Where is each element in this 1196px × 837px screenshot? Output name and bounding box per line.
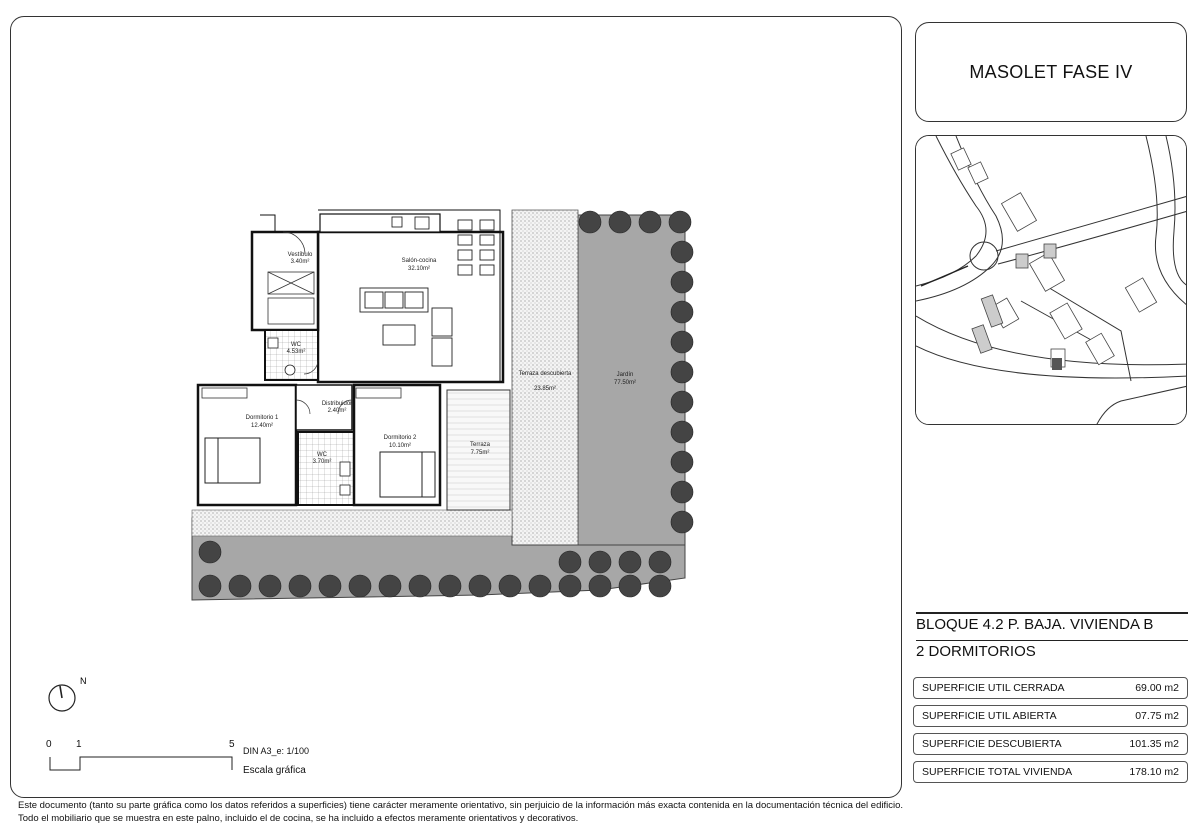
unit-bedrooms: 2 DORMITORIOS: [916, 640, 1188, 660]
room-area-wc2: 3.70m²: [312, 459, 332, 465]
tree-icon: [671, 511, 693, 533]
room-area-terraza: 7.75m²: [470, 450, 490, 456]
scale-label: Escala gráfica: [243, 765, 306, 776]
tree-icon: [671, 421, 693, 443]
surface-label: SUPERFICIE DESCUBIERTA: [922, 738, 1062, 750]
tree-icon: [229, 575, 251, 597]
scale-din: DIN A3_e: 1/100: [243, 746, 310, 756]
surface-value: 07.75 m2: [1135, 710, 1179, 722]
room-label-wc2: WC: [317, 452, 327, 458]
tree-icon: [619, 551, 641, 573]
unit-title: BLOQUE 4.2 P. BAJA. VIVIENDA B: [916, 612, 1188, 633]
surface-label: SUPERFICIE UTIL ABIERTA: [922, 710, 1057, 722]
tree-icon: [671, 271, 693, 293]
tree-icon: [409, 575, 431, 597]
tree-icon: [559, 575, 581, 597]
project-title-box: [915, 22, 1187, 122]
room-area-wc1: 4.53m²: [286, 349, 306, 355]
room-area-terraza-desc: 23.85m²: [533, 386, 557, 392]
north-label: N: [80, 676, 87, 686]
surface-value: 69.00 m2: [1135, 682, 1179, 694]
scale-tick-1: 1: [76, 739, 82, 750]
room-label-terraza: Terraza: [469, 442, 491, 448]
room-area-vestibulo: 3.40m²: [290, 259, 310, 265]
tree-icon: [499, 575, 521, 597]
location-marker: [1052, 358, 1062, 370]
tree-icon: [619, 575, 641, 597]
tree-icon: [669, 211, 691, 233]
tree-icon: [671, 241, 693, 263]
room-label-salon: Salón-cocina: [401, 258, 437, 264]
surface-label: SUPERFICIE UTIL CERRADA: [922, 682, 1065, 694]
room-area-distribuidor: 2.40m²: [327, 408, 347, 414]
tree-icon: [199, 541, 221, 563]
tree-icon: [289, 575, 311, 597]
surface-value: 101.35 m2: [1129, 738, 1179, 750]
bed-1: [205, 438, 260, 483]
room-label-dormitorio1: Dormitorio 1: [245, 415, 279, 421]
tree-icon: [559, 551, 581, 573]
tree-icon: [589, 551, 611, 573]
tree-icon: [649, 575, 671, 597]
tree-icon: [379, 575, 401, 597]
room-label-distribuidor: Distribuidor: [321, 401, 353, 407]
tree-icon: [671, 451, 693, 473]
tree-icon: [589, 575, 611, 597]
tree-icon: [671, 481, 693, 503]
tree-icon: [199, 575, 221, 597]
tree-icon: [349, 575, 371, 597]
bed-2: [380, 452, 435, 497]
uncovered-terrace-area: [512, 210, 578, 545]
room-label-dormitorio2: Dormitorio 2: [383, 435, 417, 441]
room-area-jardin: 77.50m²: [613, 380, 637, 386]
tree-icon: [671, 361, 693, 383]
tree-icon: [671, 391, 693, 413]
disclaimer-line-2: Todo el mobiliario que se muestra en este palno, incluido el de cocina, se ha incluido a efectos meramente orientativos y decorativos.: [18, 813, 579, 824]
room-label-jardin: Jardín: [616, 372, 634, 378]
tree-icon: [579, 211, 601, 233]
scale-tick-5: 5: [229, 739, 235, 750]
surface-row-util-abierta: [913, 705, 1188, 727]
room-area-salon: 32.10m²: [407, 266, 431, 272]
room-label-wc1: WC: [291, 342, 301, 348]
disclaimer-line-1: Este documento (tanto su parte gráfica como los datos referidos a superficies) tiene carácter meramente orientativo, sin perjuicio de la información más exacta contenida en la documentación técnica del edificio.: [18, 800, 904, 811]
paving-strip: [192, 510, 512, 536]
surface-label: SUPERFICIE TOTAL VIVIENDA: [922, 766, 1073, 778]
tree-icon: [609, 211, 631, 233]
north-arrow: [49, 676, 87, 711]
room-area-dormitorio2: 10.10m²: [388, 443, 412, 449]
room-label-terraza-desc: Terraza descubierta: [518, 371, 572, 377]
tree-icon: [671, 331, 693, 353]
surface-row-util-cerrada: [913, 677, 1188, 699]
surface-value: 178.10 m2: [1129, 766, 1179, 778]
tree-icon: [439, 575, 461, 597]
tree-icon: [529, 575, 551, 597]
room-area-dormitorio1: 12.40m²: [250, 423, 274, 429]
room-label-vestibulo: Vestíbulo: [287, 252, 313, 258]
scale-tick-0: 0: [46, 739, 52, 750]
tree-icon: [319, 575, 341, 597]
tree-icon: [639, 211, 661, 233]
surface-row-total: [913, 761, 1188, 783]
surface-row-descubierta: [913, 733, 1188, 755]
location-map: [915, 135, 1187, 425]
location-map-drawing: [916, 136, 1187, 425]
tree-icon: [469, 575, 491, 597]
graphic-scale: [50, 757, 232, 770]
tree-icon: [671, 301, 693, 323]
tree-icon: [649, 551, 671, 573]
project-title: MASOLET FASE IV: [969, 61, 1133, 82]
tree-icon: [259, 575, 281, 597]
